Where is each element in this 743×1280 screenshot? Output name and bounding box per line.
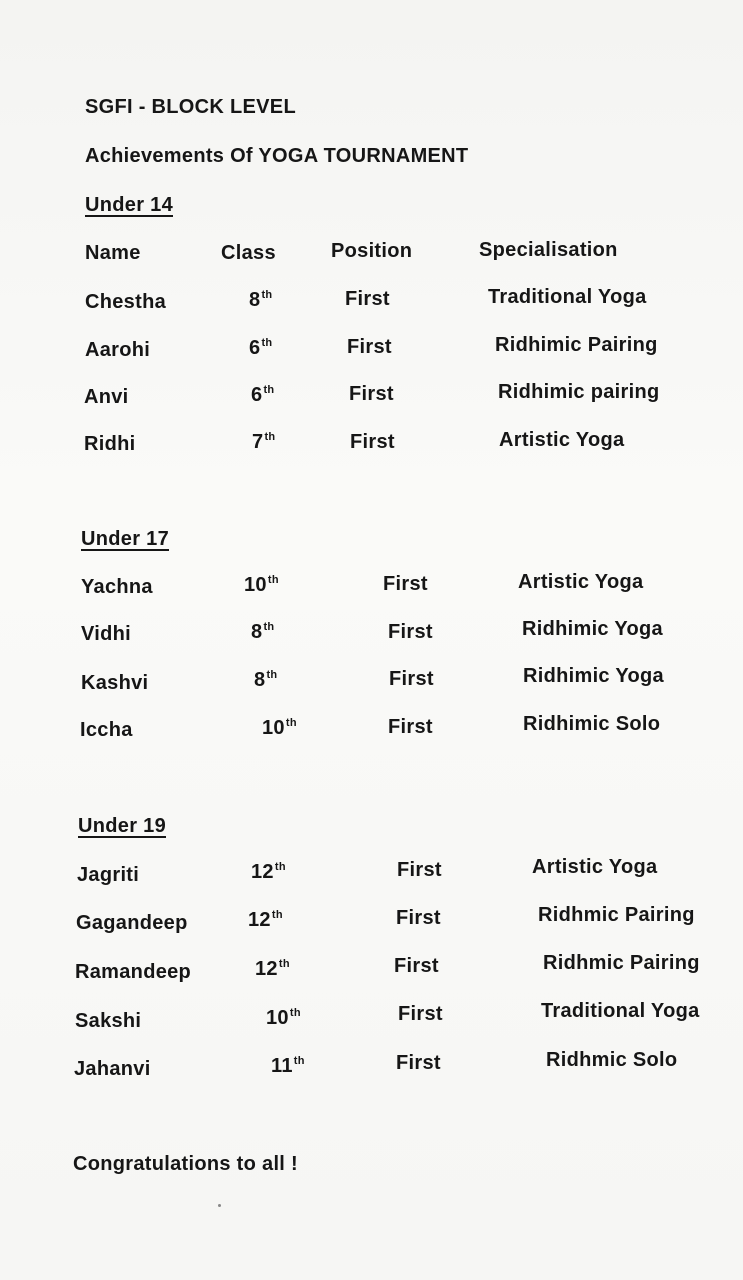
table-row-specialisation: Ridhimic pairing: [498, 381, 660, 403]
column-header-specialisation: Specialisation: [479, 239, 618, 261]
table-row-position: First: [398, 1003, 443, 1025]
table-row-class: 10th: [244, 574, 279, 596]
table-row-specialisation: Ridhmic Pairing: [538, 904, 695, 926]
table-row-name: Iccha: [80, 719, 133, 741]
table-row-name: Sakshi: [75, 1010, 142, 1032]
table-row-class: 8th: [254, 669, 278, 691]
table-row-name: Yachna: [81, 576, 153, 598]
header-org: SGFI - BLOCK LEVEL: [85, 96, 296, 118]
table-row-position: First: [388, 716, 433, 738]
table-row-position: First: [388, 621, 433, 643]
table-row-class: 8th: [249, 289, 273, 311]
table-row-specialisation: Ridhimic Pairing: [495, 334, 658, 356]
table-row-specialisation: Artistic Yoga: [532, 856, 658, 878]
table-row-name: Jahanvi: [74, 1058, 151, 1080]
table-row-position: First: [347, 336, 392, 358]
table-row-position: First: [389, 668, 434, 690]
table-row-class: 11th: [271, 1055, 305, 1077]
table-row-class: 12th: [251, 861, 286, 883]
column-header-class: Class: [221, 242, 276, 264]
column-header-position: Position: [331, 240, 413, 262]
table-row-class: 8th: [251, 621, 275, 643]
table-row-name: Kashvi: [81, 672, 149, 694]
table-row-name: Chestha: [85, 291, 167, 313]
table-row-class: 12th: [248, 909, 283, 931]
footer-congratulations: Congratulations to all !: [73, 1153, 298, 1175]
section-label-under-17: Under 17: [81, 528, 169, 550]
table-row-specialisation: Artistic Yoga: [518, 571, 644, 593]
table-row-position: First: [383, 573, 428, 595]
table-row-specialisation: Ridhimic Yoga: [522, 618, 663, 640]
table-row-name: Aarohi: [85, 339, 151, 361]
table-row-specialisation: Ridhimic Solo: [523, 713, 661, 735]
column-header-name: Name: [85, 242, 141, 264]
table-row-name: Anvi: [84, 386, 129, 408]
table-row-specialisation: Artistic Yoga: [499, 429, 625, 451]
table-row-position: First: [345, 288, 390, 310]
header-title: Achievements Of YOGA TOURNAMENT: [85, 145, 469, 167]
table-row-class: 10th: [266, 1007, 301, 1029]
table-row-class: 12th: [255, 958, 290, 980]
table-row-name: Ridhi: [84, 433, 136, 455]
table-row-position: First: [350, 431, 395, 453]
table-row-position: First: [397, 859, 442, 881]
table-row-position: First: [349, 383, 394, 405]
table-row-specialisation: Traditional Yoga: [541, 1000, 700, 1022]
table-row-class: 6th: [251, 384, 275, 406]
speck-mark: [218, 1204, 221, 1207]
table-row-name: Ramandeep: [75, 961, 192, 983]
table-row-position: First: [396, 907, 441, 929]
table-row-name: Gagandeep: [76, 912, 188, 934]
table-row-specialisation: Ridhmic Pairing: [543, 952, 700, 974]
table-row-name: Jagriti: [77, 864, 140, 886]
section-label-under-19: Under 19: [78, 815, 166, 837]
table-row-class: 6th: [249, 337, 273, 359]
table-row-name: Vidhi: [81, 623, 132, 645]
table-row-position: First: [396, 1052, 441, 1074]
section-label-under-14: Under 14: [85, 194, 173, 216]
table-row-specialisation: Traditional Yoga: [488, 286, 647, 308]
table-row-specialisation: Ridhmic Solo: [546, 1049, 678, 1071]
table-row-position: First: [394, 955, 439, 977]
table-row-class: 7th: [252, 431, 276, 453]
table-row-specialisation: Ridhimic Yoga: [523, 665, 664, 687]
table-row-class: 10th: [262, 717, 297, 739]
